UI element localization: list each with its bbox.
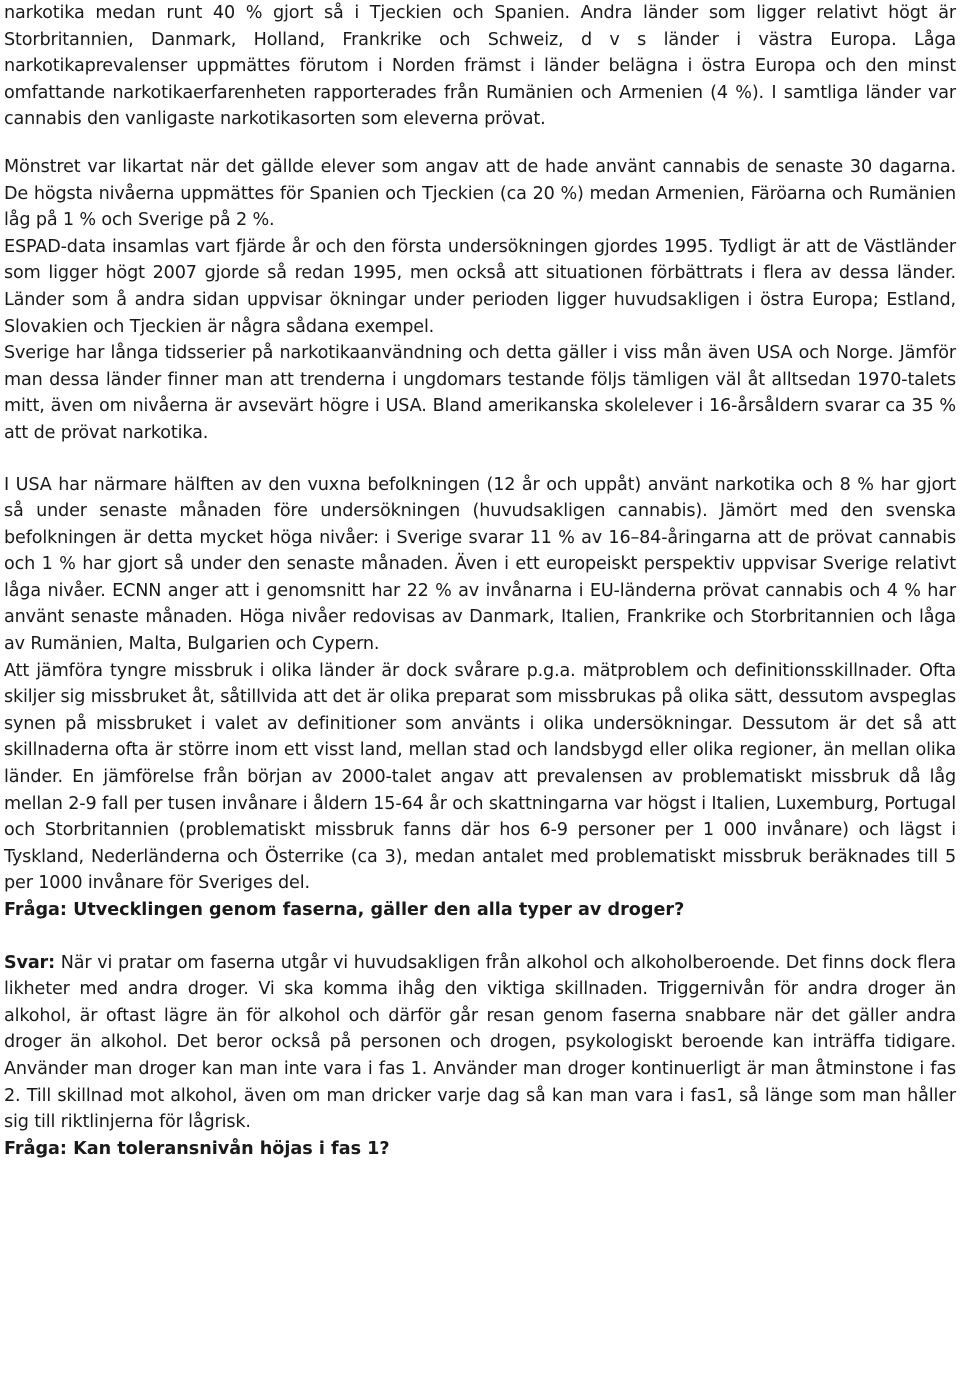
answer-text: När vi pratar om faserna utgår vi huvudsakligen från alkohol och alkoholberoende. Det finns dock flera likheter med andra droger. Vi ska komma ihåg den viktiga skillnaden. Triggernivån för andra droger än alkohol, är oftast lägre än för alkohol och därför går resan genom faserna snabbare när det gäller andra droger än alkohol. Det beror också på personen och drogen, psykologiskt beroende kan inträffa tidigare. Använder man droger kan man inte vara i fas 1. Använder man droger kontinuerligt är man åtminstone i fas 2. Till skillnad mot alkohol, även om man dricker varje dag så kan man vara i fas1, så länge som man håller sig till riktlinjerna för lågrisk. [4, 952, 956, 1133]
document-page [4, 0, 956, 1162]
paragraph-3: ESPAD-data insamlas vart fjärde år och den första undersökningen gjordes 1995. Tydligt är att de Västländer som ligger högt 2007 gjorde så redan 1995, men också att situationen förbättrats i flera av dessa länder. Länder som å andra sidan uppvisar ökningar under perioden ligger huvudsakligen i östra Europa; Estland, Slovakien och Tjeckien är några sådana exempel. [4, 236, 956, 337]
paragraph-1: narkotika medan runt 40 % gjort så i Tjeckien och Spanien. Andra länder som ligger relativt högt är Storbritannien, Danmark, Holland, Frankrike och Schweiz, d v s länder i västra Europa. Låga narkotikaprevalenser uppmättes förutom i Norden främst i länder belägna i östra Europa och den minst omfattande narkotikaerfarenheten rapporterades från Rumänien och Armenien (4 %). I samtliga länder var cannabis den vanligaste narkotikasorten som eleverna prövat. [4, 3, 956, 130]
answer-label: Svar: [4, 952, 55, 973]
paragraph-2: Mönstret var likartat när det gällde elever som angav att de hade använt cannabis de senaste 30 dagarna. De högsta nivåerna uppmättes för Spanien och Tjeckien (ca 20 %) medan Armenien, Färöarna och Rumänien låg på 1 % och Sverige på 2 %. [4, 156, 956, 231]
paragraph-4: Sverige har långa tidsserier på narkotikaanvändning och detta gäller i viss mån även USA och Norge. Jämför man dessa länder finner man att trenderna i ungdomars testande följs tämligen väl åt alltsedan 1970-talets mitt, även om nivåerna är avsevärt högre i USA. Bland amerikanska skolelever i 16-årsåldern svarar ca 35 % att de prövat narkotika. [4, 343, 956, 443]
question-2: Fråga: Kan toleransnivån höjas i fas 1? [4, 1138, 390, 1159]
paragraph-6: Att jämföra tyngre missbruk i olika länder är dock svårare p.g.a. mätproblem och definitionsskillnader. Ofta skiljer sig missbruket åt, såtillvida att det är olika preparat som missbrukas på olika sätt, dessutom avspeglas synen på missbruket i valet av definitioner som använts i olika undersökningar. Dessutom är det så att skillnaderna ofta är större inom ett visst land, mellan stad och landsbygd eller olika regioner, än mellan olika länder. En jämförelse från början av 2000-talet angav att prevalensen av problematiskt missbruk då låg mellan 2-9 fall per tusen invånare i åldern 15-64 år och skattningarna var högst i Italien, Luxemburg, Portugal och Storbritannien (problematiskt missbruk fanns där hos 6-9 personer per 1 000 invånare) och lägst i Tyskland, Nederländerna och Österrike (ca 3), medan antalet med problematiskt missbruk beräknades till 5 per 1000 invånare för Sveriges del. [4, 660, 956, 894]
paragraph-5: I USA har närmare hälften av den vuxna befolkningen (12 år och uppåt) använt narkotika och 8 % har gjort så under senaste månaden före undersökningen (huvudsakligen cannabis). Jämört med den svenska befolkningen är detta mycket höga nivåer: i Sverige svarar 11 % av 16–84-åringarna att de prövat cannabis och 1 % har gjort så under den senaste månaden. Även i ett europeiskt perspektiv uppvisar Sverige relativt låga nivåer. ECNN anger att i genomsnitt har 22 % av invånarna i EU-länderna prövat cannabis och 4 % har använt senaste månaden. Höga nivåer redovisas av Danmark, Italien, Frankrike och Storbritannien och låga av Rumänien, Malta, Bulgarien och Cypern. [4, 474, 956, 655]
answer-1 [4, 950, 956, 1136]
question-1: Fråga: Utvecklingen genom faserna, gäller den alla typer av droger? [4, 900, 685, 920]
